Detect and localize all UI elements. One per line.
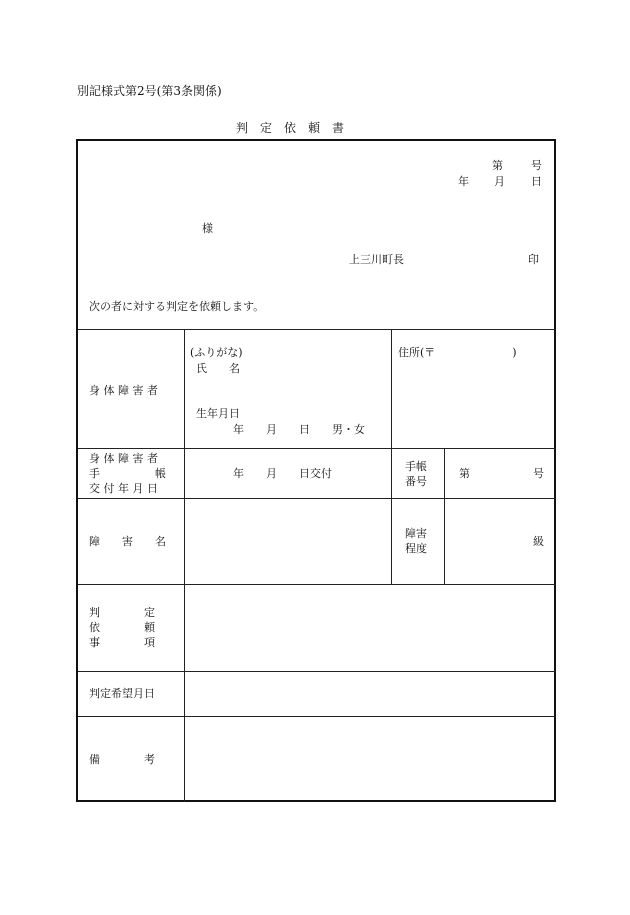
request-items-label2: 依 頼 [89, 621, 155, 634]
handbook-number-dai: 第 [459, 467, 470, 480]
handbook-label-line1: 身 体 障 害 者 [89, 452, 158, 465]
disability-name-label: 障 害 名 [89, 535, 166, 548]
row-divider [78, 716, 556, 717]
handbook-issue-date: 年 月 日交付 [233, 467, 332, 480]
mayor-label: 上三川町長 [349, 253, 404, 266]
row-divider [78, 671, 556, 672]
row-divider [78, 329, 556, 330]
form-title: 判 定 依 頼 書 [236, 121, 345, 135]
address-divider [391, 329, 392, 584]
furigana-label: (ふりがな) [190, 346, 243, 359]
person-label: 身 体 障 害 者 [89, 384, 158, 397]
address-label: 住所(〒 ) [398, 346, 517, 359]
date-month: 月 [494, 175, 505, 188]
form-reference: 別記様式第2号(第3条関係) [77, 84, 222, 98]
request-items-label3: 事 項 [89, 636, 155, 649]
row-divider [78, 498, 556, 499]
disability-degree-label1: 障害 [405, 527, 427, 540]
request-items-label1: 判 定 [89, 606, 155, 619]
birth-date-sex: 年 月 日 男・女 [233, 423, 365, 436]
request-form [76, 139, 556, 802]
number-divider [444, 448, 445, 584]
number-go: 号 [531, 159, 542, 172]
disability-degree-label2: 程度 [405, 542, 427, 555]
date-day: 日 [531, 175, 542, 188]
disability-degree-kyu: 級 [533, 535, 544, 548]
label-column-divider [184, 329, 185, 802]
handbook-number-label1: 手帳 [405, 460, 427, 473]
request-statement: 次の者に対する判定を依頼します。 [89, 300, 265, 313]
date-year: 年 [458, 175, 469, 188]
handbook-label-line2: 手 帳 [89, 467, 166, 480]
addressee-sama: 様 [202, 222, 213, 235]
row-divider [78, 584, 556, 585]
seal-mark: 印 [528, 253, 539, 266]
number-dai: 第 [492, 159, 503, 172]
handbook-number-label2: 番号 [405, 475, 427, 488]
handbook-label-line3: 交 付 年 月 日 [89, 482, 158, 495]
remarks-label: 備 考 [89, 753, 155, 766]
name-label: 氏 名 [196, 362, 240, 375]
desired-date-label: 判定希望月日 [89, 687, 155, 700]
row-divider [78, 448, 556, 449]
birth-label: 生年月日 [196, 407, 240, 420]
handbook-number-go: 号 [533, 467, 544, 480]
